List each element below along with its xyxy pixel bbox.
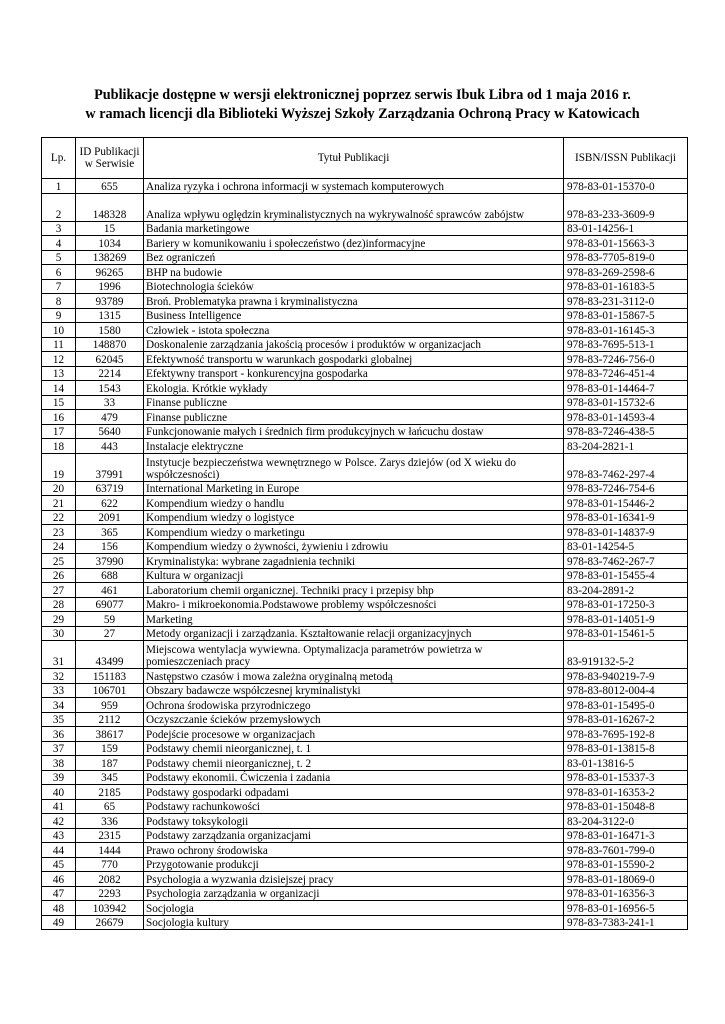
row-publication-id: 1543 <box>76 381 144 396</box>
table-row <box>42 741 688 756</box>
row-lp: 35 <box>42 712 76 727</box>
row-lp: 31 <box>42 641 76 669</box>
column-header-lp: Lp. <box>42 138 76 179</box>
row-publication-id: 59 <box>76 612 144 627</box>
row-lp: 3 <box>42 221 76 236</box>
row-isbn: 978-83-01-15370-0 <box>564 179 688 194</box>
row-title: Makro- i mikroekonomia.Podstawowe problemy współczesności <box>144 597 564 612</box>
row-lp: 1 <box>42 179 76 194</box>
row-lp: 2 <box>42 193 76 221</box>
row-lp: 23 <box>42 525 76 540</box>
row-isbn: 978-83-01-15446-2 <box>564 496 688 511</box>
table-row <box>42 193 688 221</box>
table-body <box>42 179 688 930</box>
row-publication-id: 63719 <box>76 481 144 496</box>
row-isbn: 978-83-269-2598-6 <box>564 265 688 280</box>
row-title: Miejscowa wentylacja wywiewna. Optymalizacja parametrów powietrza w pomieszczeniach pracy <box>144 641 564 669</box>
table-row <box>42 756 688 771</box>
row-lp: 44 <box>42 843 76 858</box>
table-row <box>42 265 688 280</box>
row-publication-id: 159 <box>76 741 144 756</box>
row-title: Kompendium wiedzy o marketingu <box>144 525 564 540</box>
table-row <box>42 510 688 525</box>
column-header-isbn: ISBN/ISSN Publikacji <box>564 138 688 179</box>
row-publication-id: 443 <box>76 439 144 454</box>
publications-table <box>41 137 688 930</box>
row-lp: 26 <box>42 568 76 583</box>
row-lp: 43 <box>42 828 76 843</box>
row-isbn: 83-01-13816-5 <box>564 756 688 771</box>
row-publication-id: 959 <box>76 698 144 713</box>
row-publication-id: 1315 <box>76 308 144 323</box>
row-title: Ochrona środowiska przyrodniczego <box>144 698 564 713</box>
row-isbn: 978-83-01-15495-0 <box>564 698 688 713</box>
table-row <box>42 221 688 236</box>
row-isbn: 978-83-01-15337-3 <box>564 770 688 785</box>
row-lp: 21 <box>42 496 76 511</box>
row-lp: 38 <box>42 756 76 771</box>
row-isbn: 978-83-01-15732-6 <box>564 395 688 410</box>
table-row <box>42 612 688 627</box>
row-lp: 25 <box>42 554 76 569</box>
row-title: Człowiek - istota społeczna <box>144 323 564 338</box>
row-publication-id: 345 <box>76 770 144 785</box>
row-title: BHP na budowie <box>144 265 564 280</box>
row-publication-id: 336 <box>76 814 144 829</box>
table-row <box>42 641 688 669</box>
row-title: Prawo ochrony środowiska <box>144 843 564 858</box>
table-row <box>42 857 688 872</box>
row-publication-id: 2293 <box>76 886 144 901</box>
row-isbn: 978-83-01-16353-2 <box>564 785 688 800</box>
row-isbn: 978-83-01-18069-0 <box>564 872 688 887</box>
row-title: Ekologia. Krótkie wykłady <box>144 381 564 396</box>
row-lp: 18 <box>42 439 76 454</box>
row-title: Funkcjonowanie małych i średnich firm produkcyjnych w łańcuchu dostaw <box>144 424 564 439</box>
table-row <box>42 785 688 800</box>
row-publication-id: 2315 <box>76 828 144 843</box>
row-publication-id: 156 <box>76 539 144 554</box>
row-lp: 27 <box>42 583 76 598</box>
column-header-title: Tytuł Publikacji <box>144 138 564 179</box>
table-row <box>42 539 688 554</box>
row-isbn: 978-83-01-16341-9 <box>564 510 688 525</box>
row-title: Finanse publiczne <box>144 395 564 410</box>
row-publication-id: 93789 <box>76 294 144 309</box>
row-title: Efektywny transport - konkurencyjna gospodarka <box>144 366 564 381</box>
row-publication-id: 26679 <box>76 915 144 930</box>
row-title: Kompendium wiedzy o handlu <box>144 496 564 511</box>
table-row <box>42 872 688 887</box>
row-isbn: 978-83-7246-438-5 <box>564 424 688 439</box>
row-lp: 16 <box>42 410 76 425</box>
row-lp: 4 <box>42 236 76 251</box>
row-publication-id: 2091 <box>76 510 144 525</box>
row-publication-id: 655 <box>76 179 144 194</box>
row-lp: 13 <box>42 366 76 381</box>
row-publication-id: 37991 <box>76 453 144 481</box>
row-title: Podstawy zarządzania organizacjami <box>144 828 564 843</box>
row-lp: 5 <box>42 250 76 265</box>
row-isbn: 978-83-7462-267-7 <box>564 554 688 569</box>
row-lp: 14 <box>42 381 76 396</box>
table-row <box>42 453 688 481</box>
row-title: Biotechnologia ścieków <box>144 279 564 294</box>
table-row <box>42 683 688 698</box>
row-lp: 17 <box>42 424 76 439</box>
table-header-row <box>42 138 688 179</box>
table-row <box>42 698 688 713</box>
row-publication-id: 33 <box>76 395 144 410</box>
row-title: Finanse publiczne <box>144 410 564 425</box>
table-row <box>42 712 688 727</box>
row-isbn: 978-83-940219-7-9 <box>564 669 688 684</box>
header-line-1: Publikacje dostępne w wersji elektronicznej poprzez serwis Ibuk Libra od 1 maja 2016 r. <box>94 87 631 103</box>
row-isbn: 978-83-7695-513-1 <box>564 337 688 352</box>
table-row <box>42 843 688 858</box>
row-lp: 32 <box>42 669 76 684</box>
table-row <box>42 597 688 612</box>
row-publication-id: 106701 <box>76 683 144 698</box>
row-publication-id: 688 <box>76 568 144 583</box>
row-lp: 41 <box>42 799 76 814</box>
row-isbn: 978-83-01-13815-8 <box>564 741 688 756</box>
row-title: Broń. Problematyka prawna i kryminalistyczna <box>144 294 564 309</box>
table-row <box>42 583 688 598</box>
table-row <box>42 886 688 901</box>
row-title: International Marketing in Europe <box>144 481 564 496</box>
row-title: Instytucje bezpieczeństwa wewnętrznego w Polsce. Zarys dziejów (od X wieku do współczesności) <box>144 453 564 481</box>
row-isbn: 83-01-14254-5 <box>564 539 688 554</box>
row-publication-id: 770 <box>76 857 144 872</box>
row-isbn: 978-83-01-15461-5 <box>564 626 688 641</box>
row-title: Analiza ryzyka i ochrona informacji w systemach komputerowych <box>144 179 564 194</box>
row-isbn: 83-204-2821-1 <box>564 439 688 454</box>
row-publication-id: 38617 <box>76 727 144 742</box>
row-lp: 37 <box>42 741 76 756</box>
row-publication-id: 43499 <box>76 641 144 669</box>
row-publication-id: 148328 <box>76 193 144 221</box>
column-header-id-text: ID Publikacji w Serwisie <box>79 145 140 170</box>
row-title: Socjologia <box>144 901 564 916</box>
row-title: Podstawy rachunkowości <box>144 799 564 814</box>
row-lp: 7 <box>42 279 76 294</box>
row-isbn: 978-83-01-16356-3 <box>564 886 688 901</box>
row-lp: 45 <box>42 857 76 872</box>
row-lp: 9 <box>42 308 76 323</box>
row-title: Analiza wpływu oględzin kryminalistycznych na wykrywalność sprawców zabójstw <box>144 193 564 221</box>
row-isbn: 978-83-7462-297-4 <box>564 453 688 481</box>
row-publication-id: 622 <box>76 496 144 511</box>
row-isbn: 978-83-01-14837-9 <box>564 525 688 540</box>
row-publication-id: 1580 <box>76 323 144 338</box>
row-title: Business Intelligence <box>144 308 564 323</box>
row-isbn: 978-83-01-14051-9 <box>564 612 688 627</box>
row-lp: 36 <box>42 727 76 742</box>
row-publication-id: 5640 <box>76 424 144 439</box>
row-isbn: 978-83-01-16471-3 <box>564 828 688 843</box>
row-lp: 30 <box>42 626 76 641</box>
row-lp: 12 <box>42 352 76 367</box>
row-title: Socjologia kultury <box>144 915 564 930</box>
row-lp: 24 <box>42 539 76 554</box>
row-title: Oczyszczanie ścieków przemysłowych <box>144 712 564 727</box>
table-row <box>42 179 688 194</box>
table-row <box>42 323 688 338</box>
row-title: Doskonalenie zarządzania jakością procesów i produktów w organizacjach <box>144 337 564 352</box>
row-lp: 39 <box>42 770 76 785</box>
table-row <box>42 308 688 323</box>
row-lp: 8 <box>42 294 76 309</box>
table-row <box>42 669 688 684</box>
row-lp: 15 <box>42 395 76 410</box>
row-lp: 33 <box>42 683 76 698</box>
row-isbn: 978-83-01-15663-3 <box>564 236 688 251</box>
table-row <box>42 901 688 916</box>
row-isbn: 978-83-01-16145-3 <box>564 323 688 338</box>
row-isbn: 978-83-7705-819-0 <box>564 250 688 265</box>
row-title: Instalacje elektryczne <box>144 439 564 454</box>
row-title: Podstawy chemii nieorganicznej, t. 2 <box>144 756 564 771</box>
row-publication-id: 2185 <box>76 785 144 800</box>
row-isbn: 978-83-01-15590-2 <box>564 857 688 872</box>
row-isbn: 978-83-01-16183-5 <box>564 279 688 294</box>
row-isbn: 978-83-8012-004-4 <box>564 683 688 698</box>
row-isbn: 978-83-7601-799-0 <box>564 843 688 858</box>
table-row <box>42 626 688 641</box>
row-publication-id: 69077 <box>76 597 144 612</box>
row-title: Podstawy ekonomii. Ćwiczenia i zadania <box>144 770 564 785</box>
row-title: Obszary badawcze współczesnej kryminalistyki <box>144 683 564 698</box>
row-lp: 10 <box>42 323 76 338</box>
row-title: Podstawy gospodarki odpadami <box>144 785 564 800</box>
row-publication-id: 138269 <box>76 250 144 265</box>
row-title: Badania marketingowe <box>144 221 564 236</box>
row-title: Efektywność transportu w warunkach gospodarki globalnej <box>144 352 564 367</box>
row-lp: 29 <box>42 612 76 627</box>
row-isbn: 978-83-01-16267-2 <box>564 712 688 727</box>
table-row <box>42 395 688 410</box>
table-row <box>42 727 688 742</box>
row-isbn: 978-83-233-3609-9 <box>564 193 688 221</box>
row-lp: 49 <box>42 915 76 930</box>
row-isbn: 978-83-7246-451-4 <box>564 366 688 381</box>
table-row <box>42 366 688 381</box>
row-isbn: 83-01-14256-1 <box>564 221 688 236</box>
row-lp: 22 <box>42 510 76 525</box>
row-title: Podejście procesowe w organizacjach <box>144 727 564 742</box>
row-isbn: 978-83-7246-754-6 <box>564 481 688 496</box>
table-row <box>42 439 688 454</box>
row-title: Psychologia zarządzania w organizacji <box>144 886 564 901</box>
row-isbn: 978-83-01-17250-3 <box>564 597 688 612</box>
row-title: Podstawy toksykologii <box>144 814 564 829</box>
table-row <box>42 352 688 367</box>
row-title: Kryminalistyka: wybrane zagadnienia techniki <box>144 554 564 569</box>
table-row <box>42 337 688 352</box>
row-isbn: 978-83-7246-756-0 <box>564 352 688 367</box>
table-row <box>42 828 688 843</box>
table-row <box>42 294 688 309</box>
row-isbn: 978-83-7695-192-8 <box>564 727 688 742</box>
row-title: Bariery w komunikowaniu i społeczeństwo (dez)informacyjne <box>144 236 564 251</box>
row-title: Przygotowanie produkcji <box>144 857 564 872</box>
row-isbn: 978-83-01-15867-5 <box>564 308 688 323</box>
row-title: Psychologia a wyzwania dzisiejszej pracy <box>144 872 564 887</box>
row-publication-id: 65 <box>76 799 144 814</box>
row-isbn: 83-204-2891-2 <box>564 583 688 598</box>
row-title: Laboratorium chemii organicznej. Techniki pracy i przepisy bhp <box>144 583 564 598</box>
page-header <box>0 86 725 124</box>
header-line-2: w ramach licencji dla Biblioteki Wyższej Szkoły Zarządzania Ochroną Pracy w Katowicach <box>85 106 640 122</box>
row-lp: 47 <box>42 886 76 901</box>
row-publication-id: 1034 <box>76 236 144 251</box>
row-publication-id: 1444 <box>76 843 144 858</box>
row-lp: 48 <box>42 901 76 916</box>
row-publication-id: 2082 <box>76 872 144 887</box>
row-lp: 42 <box>42 814 76 829</box>
row-lp: 34 <box>42 698 76 713</box>
row-title: Bez ograniczeń <box>144 250 564 265</box>
row-title: Kompendium wiedzy o logistyce <box>144 510 564 525</box>
table-row <box>42 496 688 511</box>
column-header-id <box>76 138 144 179</box>
table-row <box>42 799 688 814</box>
row-publication-id: 2112 <box>76 712 144 727</box>
row-lp: 6 <box>42 265 76 280</box>
row-publication-id: 461 <box>76 583 144 598</box>
row-publication-id: 2214 <box>76 366 144 381</box>
row-publication-id: 365 <box>76 525 144 540</box>
row-publication-id: 62045 <box>76 352 144 367</box>
row-title: Kompendium wiedzy o żywności, żywieniu i zdrowiu <box>144 539 564 554</box>
row-publication-id: 37990 <box>76 554 144 569</box>
row-isbn: 978-83-7383-241-1 <box>564 915 688 930</box>
row-isbn: 978-83-01-15048-8 <box>564 799 688 814</box>
row-publication-id: 96265 <box>76 265 144 280</box>
table-row <box>42 525 688 540</box>
row-publication-id: 148870 <box>76 337 144 352</box>
row-isbn: 978-83-01-14464-7 <box>564 381 688 396</box>
row-isbn: 978-83-01-14593-4 <box>564 410 688 425</box>
table-row <box>42 236 688 251</box>
table-row <box>42 568 688 583</box>
table-row <box>42 481 688 496</box>
row-isbn: 83-204-3122-0 <box>564 814 688 829</box>
row-publication-id: 479 <box>76 410 144 425</box>
row-publication-id: 187 <box>76 756 144 771</box>
row-title: Podstawy chemii nieorganicznej, t. 1 <box>144 741 564 756</box>
row-title: Marketing <box>144 612 564 627</box>
row-publication-id: 151183 <box>76 669 144 684</box>
row-publication-id: 15 <box>76 221 144 236</box>
row-publication-id: 1996 <box>76 279 144 294</box>
row-publication-id: 27 <box>76 626 144 641</box>
table-row <box>42 410 688 425</box>
row-isbn: 978-83-01-16956-5 <box>564 901 688 916</box>
row-isbn: 83-919132-5-2 <box>564 641 688 669</box>
table-row <box>42 381 688 396</box>
row-lp: 46 <box>42 872 76 887</box>
row-publication-id: 103942 <box>76 901 144 916</box>
row-isbn: 978-83-01-15455-4 <box>564 568 688 583</box>
row-lp: 11 <box>42 337 76 352</box>
table-row <box>42 279 688 294</box>
table-row <box>42 554 688 569</box>
row-title: Metody organizacji i zarządzania. Kształtowanie relacji organizacyjnych <box>144 626 564 641</box>
table-row <box>42 250 688 265</box>
row-lp: 19 <box>42 453 76 481</box>
table-row <box>42 814 688 829</box>
table-row <box>42 915 688 930</box>
row-lp: 28 <box>42 597 76 612</box>
row-isbn: 978-83-231-3112-0 <box>564 294 688 309</box>
table-row <box>42 424 688 439</box>
row-lp: 40 <box>42 785 76 800</box>
row-title: Następstwo czasów i mowa zależna oryginalną metodą <box>144 669 564 684</box>
row-lp: 20 <box>42 481 76 496</box>
table-row <box>42 770 688 785</box>
row-title: Kultura w organizacji <box>144 568 564 583</box>
